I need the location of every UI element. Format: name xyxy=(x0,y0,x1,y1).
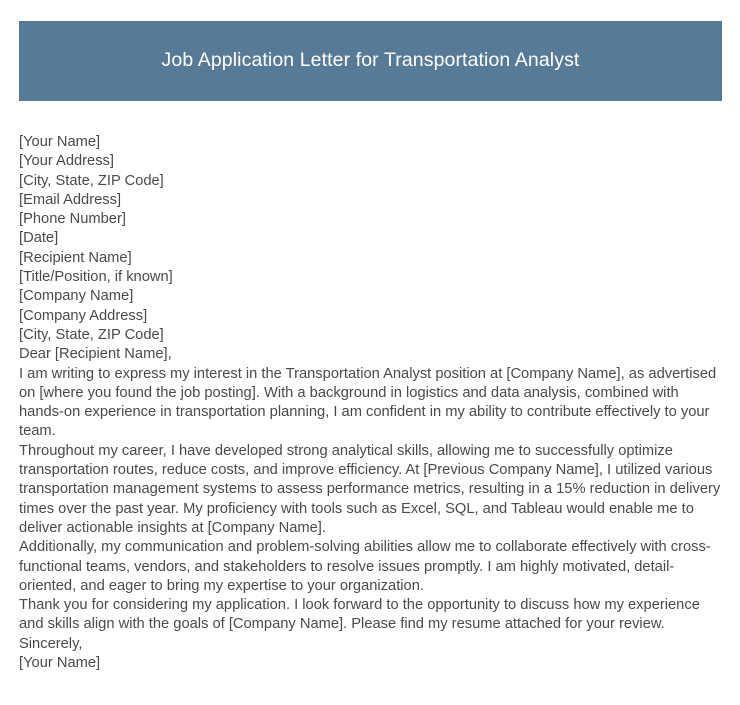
recipient-line-city: [City, State, ZIP Code] xyxy=(19,326,164,343)
document-header-banner xyxy=(19,21,722,101)
sender-line-phone: [Phone Number] xyxy=(19,211,126,228)
body-paragraph-3: Additionally, my communication and problem-solving abilities allow me to collaborate effectively with cross-functional teams, vendors, and stakeholders to resolve issues promptly. I am highly motivated, detail-oriented, and eager to bring my expertise to your organization. xyxy=(19,539,711,594)
body-paragraph-4: Thank you for considering my application. I look forward to the opportunity to discuss how my experience and skills align with the goals of [Company Name]. Please find my resume attached for your review. xyxy=(19,597,700,633)
letter-content xyxy=(19,133,724,673)
sender-line-city: [City, State, ZIP Code] xyxy=(19,172,164,189)
salutation: Dear [Recipient Name], xyxy=(19,346,172,363)
sender-address-block xyxy=(19,133,724,249)
sender-line-email: [Email Address] xyxy=(19,191,122,208)
recipient-line-name: [Recipient Name] xyxy=(19,249,132,266)
recipient-line-company: [Company Name] xyxy=(19,288,134,305)
recipient-line-address: [Company Address] xyxy=(19,307,148,324)
body-paragraph-2: Throughout my career, I have developed strong analytical skills, allowing me to successfully optimize transportation routes, reduce costs, and improve efficiency. At [Previous Company Name], I utilized various transportation management systems to assess performance metrics, resulting in a 15% reduction in delivery times over the past year. My proficiency with tools such as Excel, SQL, and Tableau would enable me to deliver actionable insights at [Company Name]. xyxy=(19,442,721,536)
recipient-line-title: [Title/Position, if known] xyxy=(19,269,173,286)
sender-line-date: [Date] xyxy=(19,230,59,247)
body-paragraph-1: I am writing to express my interest in the Transportation Analyst position at [Company Name], as advertised on [where you found the job posting]. With a background in logistics and data analysis, combined with hands-on experience in transportation planning, I am confident in my ability to contribute effectively to your team. xyxy=(19,365,717,440)
closing-salutation: Sincerely, xyxy=(19,635,83,652)
recipient-address-block xyxy=(19,249,724,345)
sender-line-name: [Your Name] xyxy=(19,134,101,150)
sender-line-address: [Your Address] xyxy=(19,153,114,170)
signature-name: [Your Name] xyxy=(19,655,101,672)
page-title: Job Application Letter for Transportation Analyst xyxy=(161,49,580,72)
